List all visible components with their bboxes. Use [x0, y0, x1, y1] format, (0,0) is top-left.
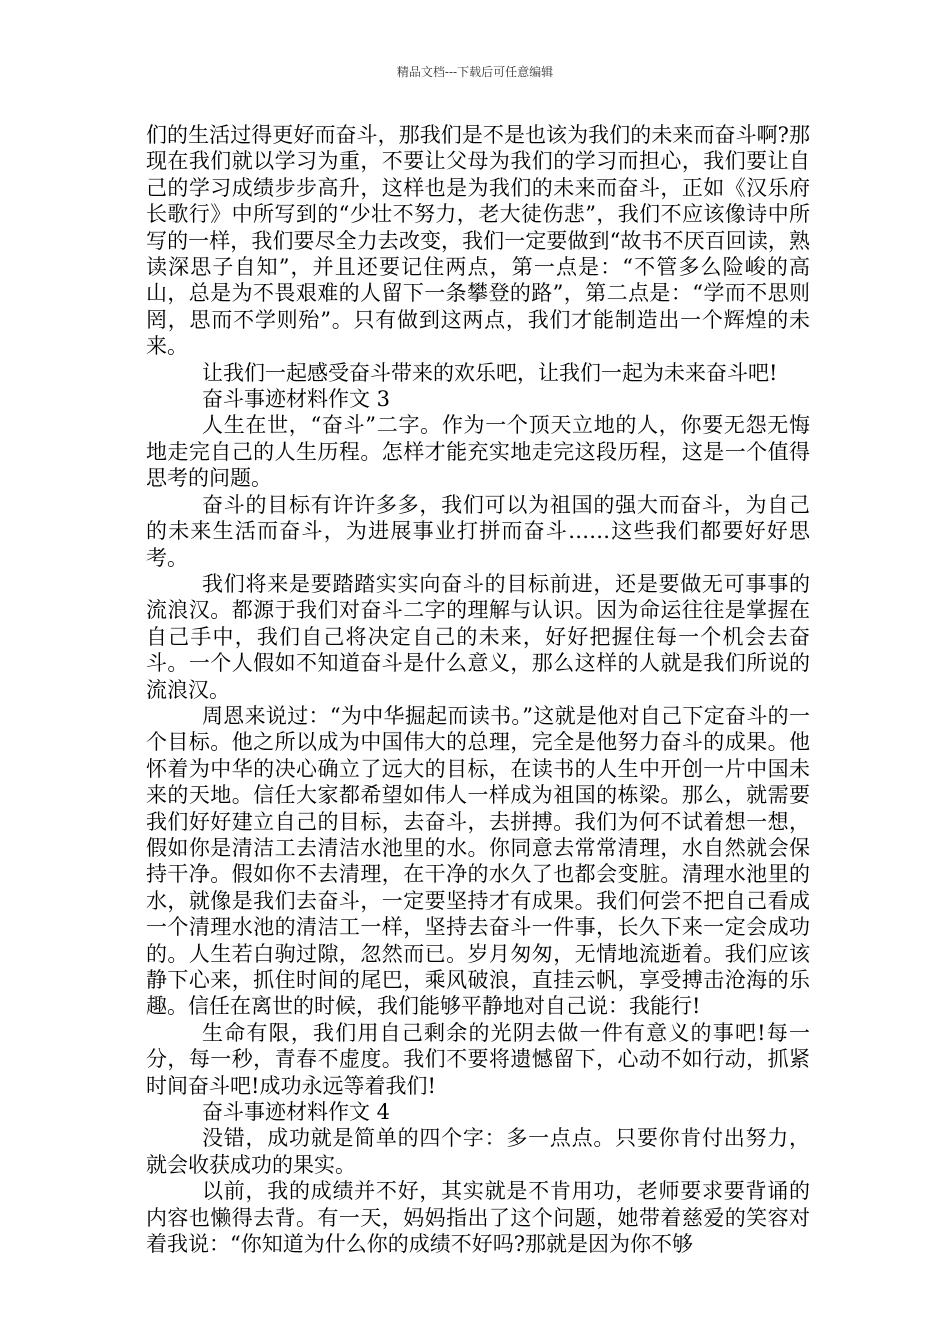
body-paragraph: 没错，成功就是简单的四个字：多一点点。只要你肯付出努力，就会收获成功的果实。	[146, 1126, 810, 1177]
body-paragraph: 们的生活过得更好而奋斗，那我们是不是也该为我们的未来而奋斗啊?那现在我们就以学习为重，不要让父母为我们的学习而担心，我们要让自己的学习成绩步步高升，这样也是为我们的未来而奋斗，正如《汉乐府长歌行》中所写到的“少壮不努力，老大徒伤悲”，我们不应该像诗中所写的一样，我们要尽全力去改变，我们一定要做到“故书不厌百回读，熟读深思子自知”，并且还要记住两点，第一点是：“不管多么险峻的高山，总是为不畏艰难的人留下一条攀登的路”，第二点是：“学而不思则罔，思而不学则殆”。只有做到这两点，我们才能制造出一个辉煌的未来。	[146, 123, 810, 359]
body-paragraph: 我们将来是要踏踏实实向奋斗的目标前进，还是要做无可事事的流浪汉。都源于我们对奋斗二字的理解与认识。因为命运往往是掌握在自己手中，我们自己将决定自己的未来，好好把握住每一个机会去奋斗。一个人假如不知道奋斗是什么意义，那么这样的人就是我们所说的流浪汉。	[146, 571, 810, 702]
body-paragraph: 让我们一起感受奋斗带来的欢乐吧，让我们一起为未来奋斗吧!	[202, 360, 778, 385]
section-heading: 奋斗事迹材料作文 3	[202, 387, 391, 412]
page-header: 精品文档---下载后可任意编辑	[396, 65, 554, 79]
body-paragraph: 以前，我的成绩并不好，其实就是不肯用功，老师要求要背诵的内容也懒得去背。有一天，妈妈指出了这个问题，她带着慈爱的笑容对着我说：“你知道为什么你的成绩不好吗?那就是因为你不够	[146, 1179, 810, 1257]
section-heading: 奋斗事迹材料作文 4	[202, 1100, 391, 1125]
body-paragraph: 生命有限，我们用自己剩余的光阴去做一件有意义的事吧!每一分，每一秒，青春不虚度。我们不要将遗憾留下，心动不如行动，抓紧时间奋斗吧!成功永远等着我们!	[146, 1020, 810, 1098]
body-paragraph: 人生在世，“奋斗”二字。作为一个顶天立地的人，你要无怨无悔地走完自己的人生历程。怎样才能充实地走完这段历程，这是一个值得思考的问题。	[146, 413, 810, 491]
body-paragraph: 周恩来说过：“为中华掘起而读书。”这就是他对自己下定奋斗的一个目标。他之所以成为中国伟大的总理，完全是他努力奋斗的成果。他怀着为中华的决心确立了远大的目标，在读书的人生中开创一片中国未来的天地。信任大家都希望如伟人一样成为祖国的栋梁。那么，就需要我们好好建立自己的目标，去奋斗，去拼搏。我们为何不试着想一想，假如你是清洁工去清洁水池里的水。你同意去常常清理，水自然就会保持干净。假如你不去清理，在干净的水久了也都会变脏。清理水池里的水，就像是我们去奋斗，一定要坚持才有成果。我们何尝不把自己看成一个清理水池的清洁工一样，坚持去奋斗一件事，长久下来一定会成功的。人生若白驹过隙，忽然而已。岁月匆匆，无情地流逝着。我们应该静下心来，抓住时间的尾巴，乘风破浪，直挂云帆，享受搏击沧海的乐趣。信任在离世的时候，我们能够平静地对自己说：我能行!	[146, 703, 810, 1019]
document-body	[146, 122, 810, 1257]
body-paragraph: 奋斗的目标有许许多多，我们可以为祖国的强大而奋斗，为自己的未来生活而奋斗，为进展事业打拼而奋斗……这些我们都要好好思考。	[146, 492, 810, 570]
